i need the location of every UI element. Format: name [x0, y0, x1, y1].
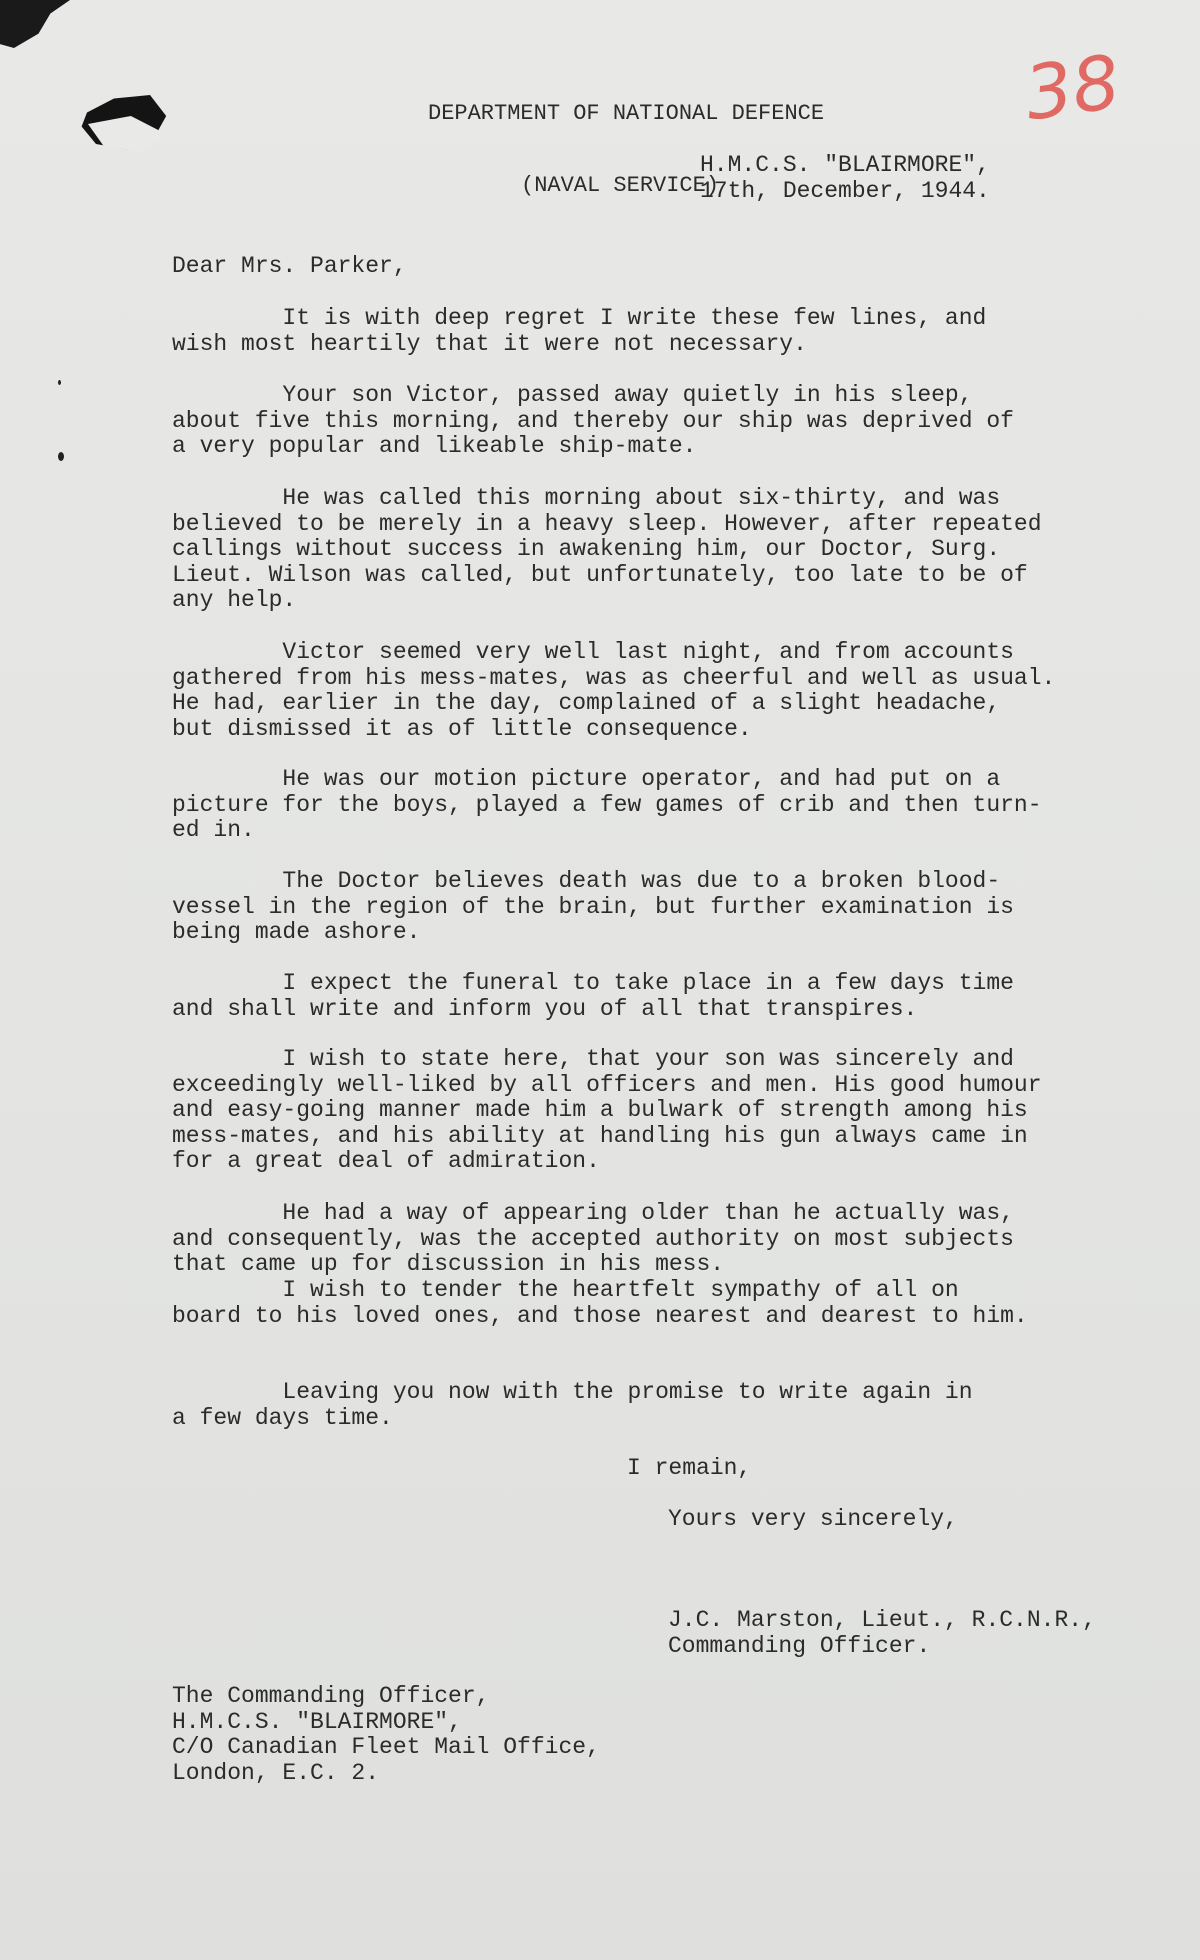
body-line: callings without success in awakening him, our Doctor, Surg. — [172, 536, 1001, 562]
body-line: about five this morning, and thereby our ship was deprived of — [172, 407, 1014, 434]
paper-speck — [58, 452, 64, 461]
body-line: Lieut. Wilson was called, but unfortunately, too late to be of — [172, 561, 1028, 588]
salutation: Dear Mrs. Parker, — [172, 253, 407, 279]
body-line: He was called this morning about six-thirty, and was — [172, 485, 1001, 511]
body-line: believed to be merely in a heavy sleep. However, after repeated — [172, 510, 1042, 537]
body-line: It is with deep regret I write these few lines, and — [172, 305, 987, 331]
body-line: He had a way of appearing older than he actually was, — [172, 1200, 1014, 1226]
body-line: mess-mates, and his ability at handling his gun always came in — [172, 1122, 1028, 1149]
torn-corner — [0, 0, 70, 48]
body-line: I expect the funeral to take place in a few days time — [172, 970, 1014, 996]
body-line: Your son Victor, passed away quietly in his sleep, — [172, 382, 973, 408]
letter-date: 17th, December, 1944. — [700, 178, 990, 204]
body-line: for a great deal of admiration. — [172, 1148, 600, 1174]
body-line: He was our motion picture operator, and had put on a — [172, 766, 1001, 792]
body-line: I wish to state here, that your son was sincerely and — [172, 1046, 1014, 1072]
body-line: but dismissed it as of little consequence. — [172, 715, 752, 742]
body-line: vessel in the region of the brain, but further examination is — [172, 893, 1014, 920]
folio-number: 38 — [1019, 39, 1126, 138]
signature-name-rank: J.C. Marston, Lieut., R.C.N.R., — [668, 1607, 1096, 1633]
paper-speck — [58, 380, 61, 385]
body-line: wish most heartily that it were not necessary. — [172, 330, 807, 357]
closing-remain: I remain, — [627, 1455, 752, 1481]
return-address-line: The Commanding Officer, — [172, 1683, 490, 1709]
body-line: that came up for discussion in his mess. — [172, 1251, 725, 1277]
body-line: and easy-going manner made him a bulwark of strength among his — [172, 1097, 1028, 1123]
body-line: and consequently, was the accepted authority on most subjects — [172, 1225, 1014, 1252]
body-line: He had, earlier in the day, complained of a slight headache, — [172, 690, 1001, 716]
return-address-line: C/O Canadian Fleet Mail Office, — [172, 1734, 600, 1760]
letterhead-department: DEPARTMENT OF NATIONAL DEFENCE — [428, 101, 825, 126]
body-line: and shall write and inform you of all that transpires. — [172, 995, 918, 1022]
body-line: Leaving you now with the promise to write again in — [172, 1379, 973, 1405]
ship-address: H.M.C.S. "BLAIRMORE", — [700, 152, 990, 178]
body-line: I wish to tender the heartfelt sympathy of all on — [172, 1277, 959, 1303]
body-line: board to his loved ones, and those nearest and dearest to him. — [172, 1302, 1028, 1329]
closing-valediction: Yours very sincerely, — [668, 1506, 958, 1532]
body-line: any help. — [172, 587, 297, 613]
body-line: being made ashore. — [172, 919, 421, 945]
body-line: gathered from his mess-mates, was as cheerful and well as usual. — [172, 664, 1056, 691]
body-line: a very popular and likeable ship-mate. — [172, 433, 697, 459]
body-line: picture for the boys, played a few games of crib and then turn- — [172, 791, 1042, 818]
body-line: exceedingly well-liked by all officers and men. His good humour — [172, 1071, 1042, 1098]
body-line: a few days time. — [172, 1404, 393, 1431]
body-line: The Doctor believes death was due to a broken blood- — [172, 868, 1001, 894]
body-line: Victor seemed very well last night, and from accounts — [172, 639, 1014, 665]
return-address-line: London, E.C. 2. — [172, 1759, 380, 1786]
letterhead — [428, 54, 824, 246]
signature-title: Commanding Officer. — [668, 1633, 931, 1659]
body-line: ed in. — [172, 817, 255, 843]
return-address-line: H.M.C.S. "BLAIRMORE", — [172, 1708, 462, 1735]
letterhead-service: (NAVAL SERVICE) — [521, 173, 720, 198]
